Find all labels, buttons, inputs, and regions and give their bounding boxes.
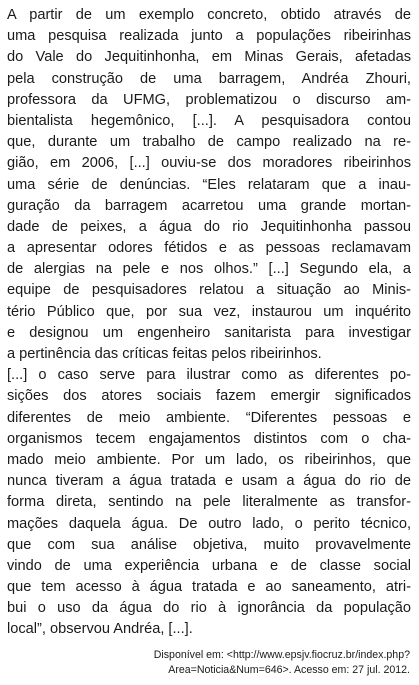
text-line: que tem acesso à água tratada e ao saneamento, atri- [7,579,411,596]
text-line: equipe de pesquisadores relatou a situação ao Minis- [7,282,411,299]
text-line: mações daquela água. De outro lado, o perito técnico, [7,515,411,532]
text-line: tério Público que, por sua vez, instaurou um inquérito [7,303,411,320]
text-line: gião, em 2006, [...] ouviu-se dos moradores ribeirinhos [7,155,411,172]
source-line-1: Disponível em: <http://www.epsjv.fiocruz.br/index.php? [153,649,410,661]
text-line: forma direta, sentindo na pele literalmente as transfor- [7,494,411,511]
text-line: A partir de um exemplo concreto, obtido através de [7,7,411,23]
text-line: bientalista hegemônico, [...]. A pesquisadora contou [7,112,411,129]
text-line: que com sua análise objetiva, muito provavelmente [7,536,411,553]
text-line: [...] o caso serve para ilustrar como as diferentes po- [7,367,411,384]
article-body [7,5,411,641]
text-line: e designou um engenheiro sanitarista para investigar [7,324,411,341]
text-line: que, durante um trabalho de campo realizado na re- [7,134,411,151]
text-line: professora da UFMG, problematizou o discurso am- [7,91,411,108]
text-line: dade de peixes, a água do rio Jequitinhonha passou [7,218,411,235]
text-line: nunca tiveram a água tratada e usam a água do rio de [7,473,411,490]
text-line: organismos tecem engajamentos distintos com o cha- [7,430,411,447]
text-line: de alergias na pele e nos olhos.” [...] Segundo ela, a [7,261,411,278]
text-line: uma pesquisa realizada junto a populações ribeirinhas [7,28,411,45]
text-line: local”, observou Andréa, [...]. [7,621,193,638]
paragraph-2 [7,365,411,640]
text-line: vindo de uma experiência urbana e de classe social [7,557,411,574]
text-line: do Vale do Jequitinhonha, em Minas Gerais, afetadas [7,49,411,66]
text-line: guração da barragem acarretou uma grande mortan- [7,197,411,214]
text-line: mado meio ambiente. Por um lado, os ribeirinhos, que [7,451,411,468]
text-line: bui o uso da água do rio à ignorância da população [7,600,411,617]
paragraph-1 [7,5,411,365]
text-line: diferentes de meio ambiente. “Diferentes pessoas e [7,409,411,426]
text-line: a pertinência das críticas feitas pelos ribeirinhos. [7,346,322,362]
text-line: sições dos atores sociais fazem emergir significados [7,388,411,405]
text-line: uma série de denúncias. “Eles relataram que a inau- [7,176,411,193]
source-citation [154,648,410,678]
text-line: a apresentar odores fétidos e as pessoas reclamavam [7,240,411,257]
source-line-2: Area=Noticia&Num=646>. Acesso em: 27 jul. 2012. [168,664,410,676]
text-line: pela construção de uma barragem, Andréa Zhouri, [7,70,411,87]
